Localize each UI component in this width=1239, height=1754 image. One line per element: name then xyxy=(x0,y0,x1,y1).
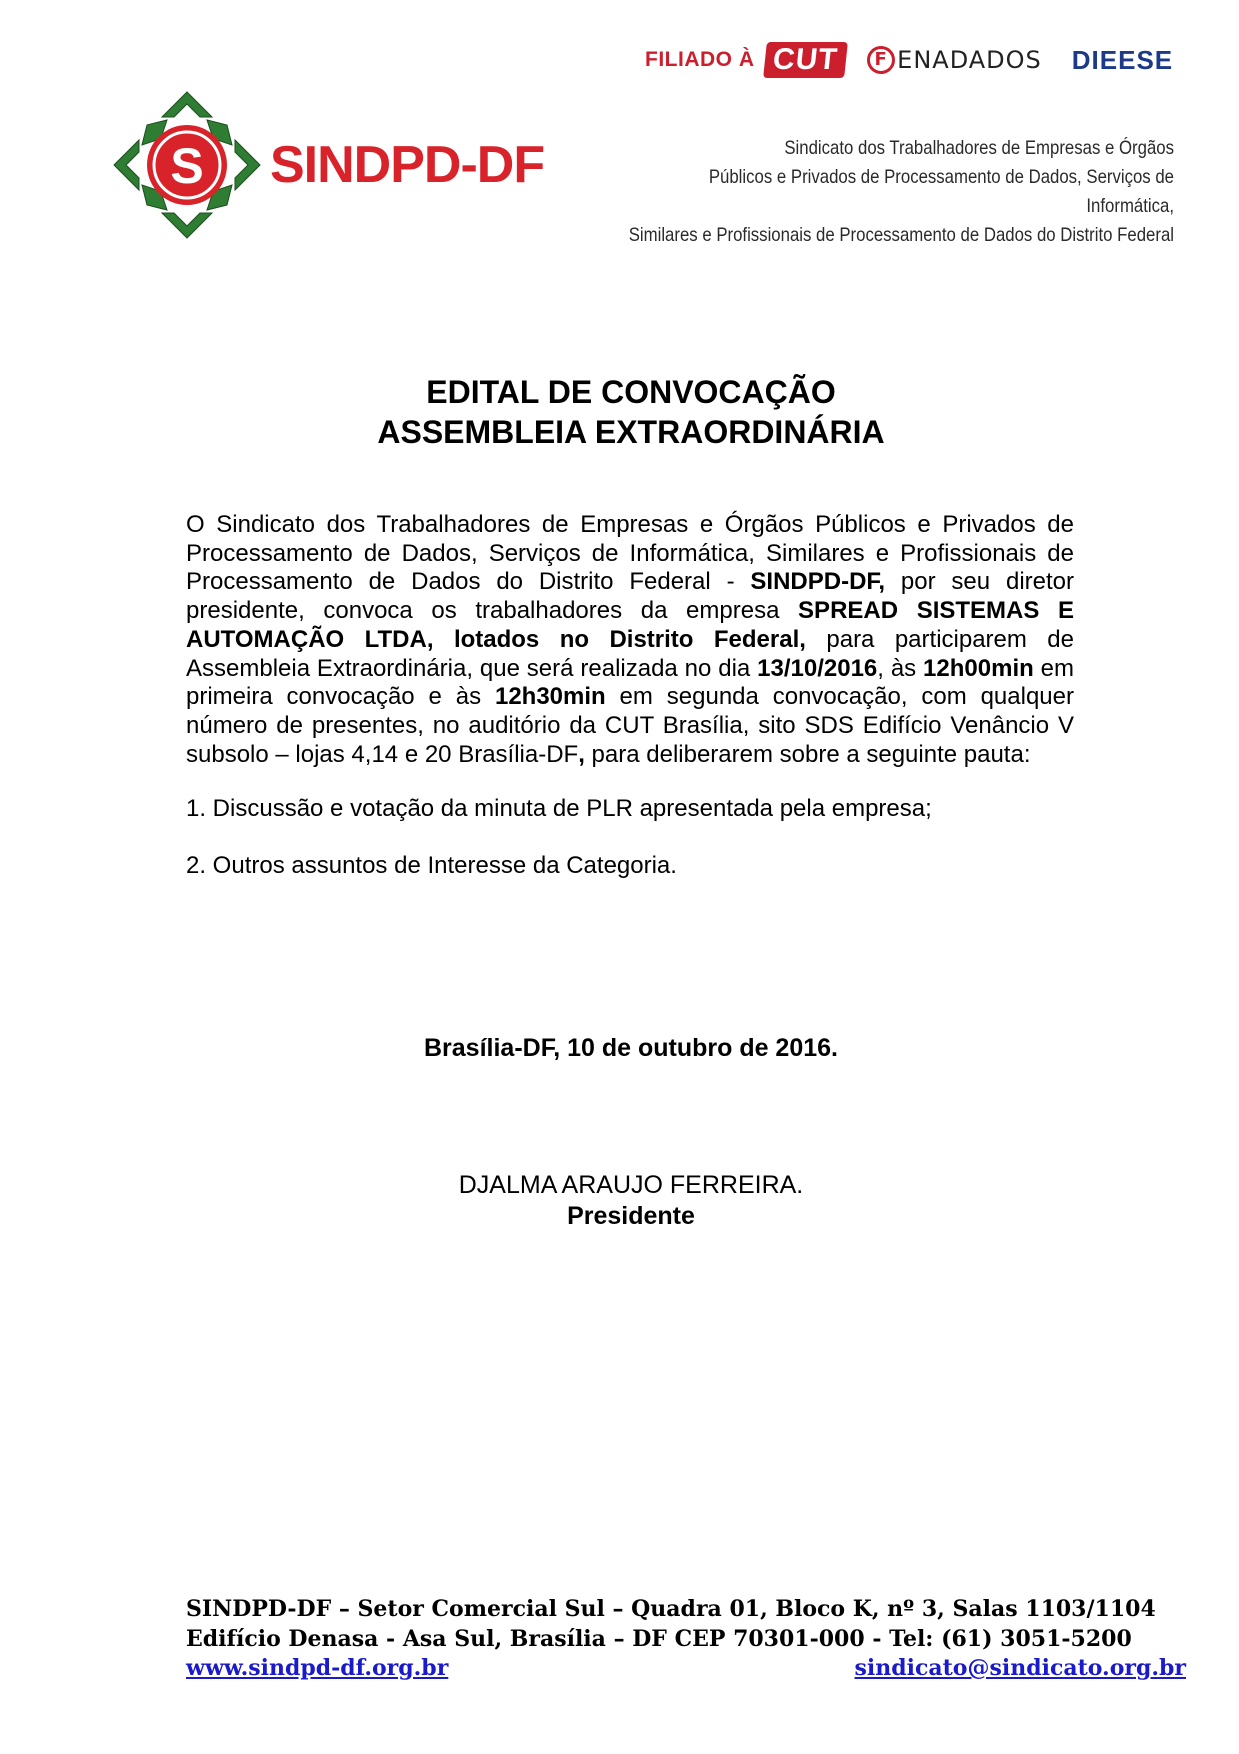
union-name-line: Similares e Profissionais de Processamento de Dados do Distrito Federal xyxy=(628,224,1174,246)
union-name-line: Sindicato dos Trabalhadores de Empresas e Órgãos xyxy=(784,137,1174,159)
body-text: , às xyxy=(877,654,924,682)
body-text: em segunda convocação, com qualquer número de presentes, no auditório da CUT Brasília, sito SDS Edifício Venâncio V subsolo – lojas 4,14 e 20 Brasília-DF xyxy=(186,683,1074,768)
fenadados-logo-text: ENADADOS xyxy=(897,46,1042,74)
signatory-role: Presidente xyxy=(567,1202,695,1230)
union-name-line: Públicos e Privados de Processamento de Dados, Serviços de Informática, xyxy=(708,166,1174,217)
signatory-name: DJALMA ARAUJO FERREIRA. xyxy=(458,1171,804,1199)
sindpd-logo xyxy=(112,90,544,240)
cut-logo: CUT xyxy=(763,42,847,78)
body-text: para participarem de Assembleia Extraordinária, que será realizada no dia xyxy=(186,625,1075,682)
agenda-item: 1. Discussão e votação da minuta de PLR apresentada pela empresa; xyxy=(186,795,932,823)
agenda-item: 2. Outros assuntos de Interesse da Categoria. xyxy=(186,852,677,880)
body-text: O Sindicato dos Trabalhadores de Empresas e Órgãos Públicos e Privados de Processamento de Dados, Serviços de Informática, Similares e Profissionais de Processamento de Dados do Distrito Federal - xyxy=(186,511,1074,596)
title-line-2: ASSEMBLEIA EXTRAORDINÁRIA xyxy=(377,414,885,450)
footer-links xyxy=(186,1654,1186,1684)
body-text: por seu diretor presidente, convoca os trabalhadores da empresa xyxy=(186,568,1074,625)
dieese-logo: DIEESE xyxy=(1071,44,1174,75)
body-bold-org: SINDPD-DF, xyxy=(750,568,886,596)
affiliation-label: FILIADO À xyxy=(645,48,755,71)
body-bold-company: SPREAD SISTEMAS E AUTOMAÇÃO LTDA, lotados no Distrito Federal, xyxy=(186,597,1074,653)
body-text: para deliberarem sobre a seguinte pauta: xyxy=(584,740,1031,768)
union-full-name xyxy=(624,134,1174,250)
body-bold-time-1: 12h00min xyxy=(923,654,1034,682)
footer-address-line: Edifício Denasa - Asa Sul, Brasília – DF CEP 70301-000 - Tel: (61) 3051-5200 xyxy=(186,1625,1132,1652)
date-line: Brasília-DF, 10 de outubro de 2016. xyxy=(423,1034,838,1062)
body-bold-date: 13/10/2016 xyxy=(757,654,878,682)
footer-address-line: SINDPD-DF – Setor Comercial Sul – Quadra 01, Bloco K, nº 3, Salas 1103/1104 xyxy=(186,1596,1156,1622)
body-text: em primeira convocação e às xyxy=(186,654,1074,711)
document-title xyxy=(0,372,1239,452)
website-link[interactable]: www.sindpd-df.org.br xyxy=(186,1655,449,1681)
document-body xyxy=(186,511,1074,881)
convocation-paragraph xyxy=(186,511,1074,769)
title-line-1: EDITAL DE CONVOCAÇÃO xyxy=(426,374,836,410)
footer xyxy=(186,1595,1186,1684)
email-link[interactable]: sindicato@sindicato.org.br xyxy=(854,1655,1186,1681)
body-bold-comma: , xyxy=(578,740,585,768)
body-bold-time-2: 12h30min xyxy=(494,683,606,711)
sindpd-emblem-icon xyxy=(112,90,262,240)
fenadados-mark-icon: F xyxy=(867,46,895,74)
affiliation-strip xyxy=(645,40,1173,80)
signature-block xyxy=(0,1170,1239,1232)
fenadados-logo xyxy=(867,46,1042,74)
svg-text:S: S xyxy=(170,138,204,194)
sindpd-logo-text: SINDPD-DF xyxy=(270,136,545,194)
